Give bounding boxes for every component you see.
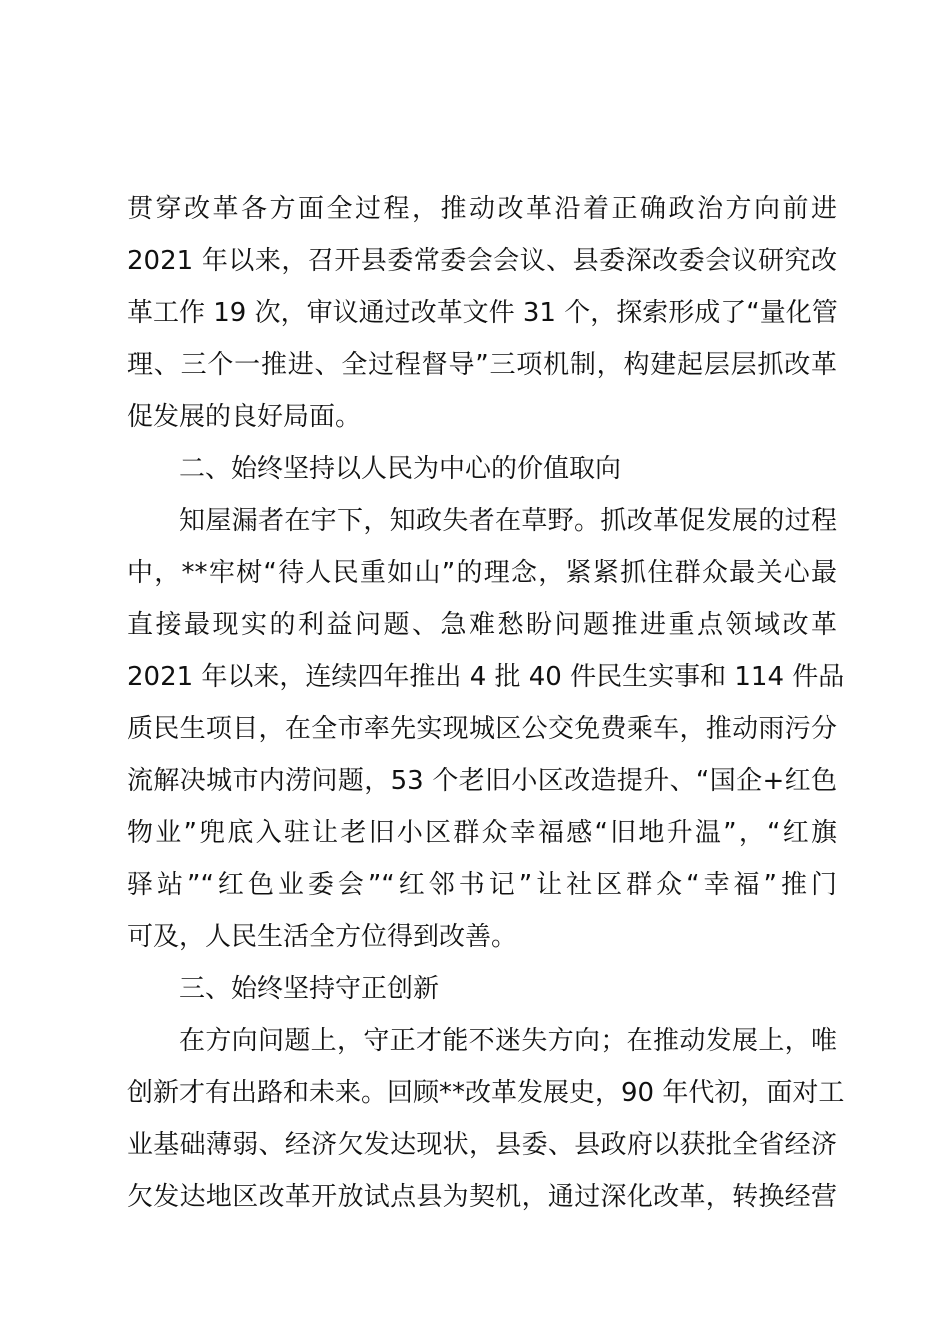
paragraph-line: 理、三个一推进、全过程督导”三项机制，构建起层层抓改革 (127, 350, 837, 380)
paragraph-line: 质民生项目，在全市率先实现城区公交免费乘车，推动雨污分 (127, 714, 837, 744)
paragraph-line: 物业”兜底入驻让老旧小区群众幸福感“旧地升温”，“红旗 (127, 818, 837, 848)
paragraph-line: 2021 年以来，连续四年推出 4 批 40 件民生实事和 114 件品 (127, 662, 845, 692)
paragraph-line: 知屋漏者在宇下，知政失者在草野。抓改革促发展的过程 (179, 506, 837, 536)
paragraph-line: 可及，人民生活全方位得到改善。 (127, 922, 518, 952)
paragraph-line: 流解决城市内涝问题，53 个老旧小区改造提升、“国企+红色 (127, 766, 837, 796)
paragraph-line: 2021 年以来，召开县委常委会会议、县委深改委会议研究改 (127, 246, 837, 276)
paragraph-line: 创新才有出路和未来。回顾**改革发展史，90 年代初，面对工 (127, 1078, 845, 1108)
paragraph-line: 促发展的良好局面。 (127, 402, 362, 432)
paragraph-line: 驿站”“红色业委会”“红邻书记”让社区群众“幸福”推门 (127, 870, 837, 900)
paragraph-line: 欠发达地区改革开放试点县为契机，通过深化改革，转换经营 (127, 1182, 837, 1212)
document-body (127, 183, 845, 1223)
section-heading: 三、始终坚持守正创新 (179, 974, 440, 1004)
paragraph-line: 在方向问题上，守正才能不迷失方向；在推动发展上，唯 (179, 1026, 837, 1056)
section-heading: 二、始终坚持以人民为中心的价值取向 (179, 454, 622, 484)
paragraph-line: 直接最现实的利益问题、急难愁盼问题推进重点领域改革 (127, 610, 837, 640)
paragraph-line: 贯穿改革各方面全过程，推动改革沿着正确政治方向前进 (127, 194, 837, 224)
paragraph-line: 中，**牢树“待人民重如山”的理念，紧紧抓住群众最关心最 (127, 558, 837, 588)
paragraph-line: 革工作 19 次，审议通过改革文件 31 个，探索形成了“量化管 (127, 298, 838, 328)
paragraph-line: 业基础薄弱、经济欠发达现状，县委、县政府以获批全省经济 (127, 1130, 837, 1160)
